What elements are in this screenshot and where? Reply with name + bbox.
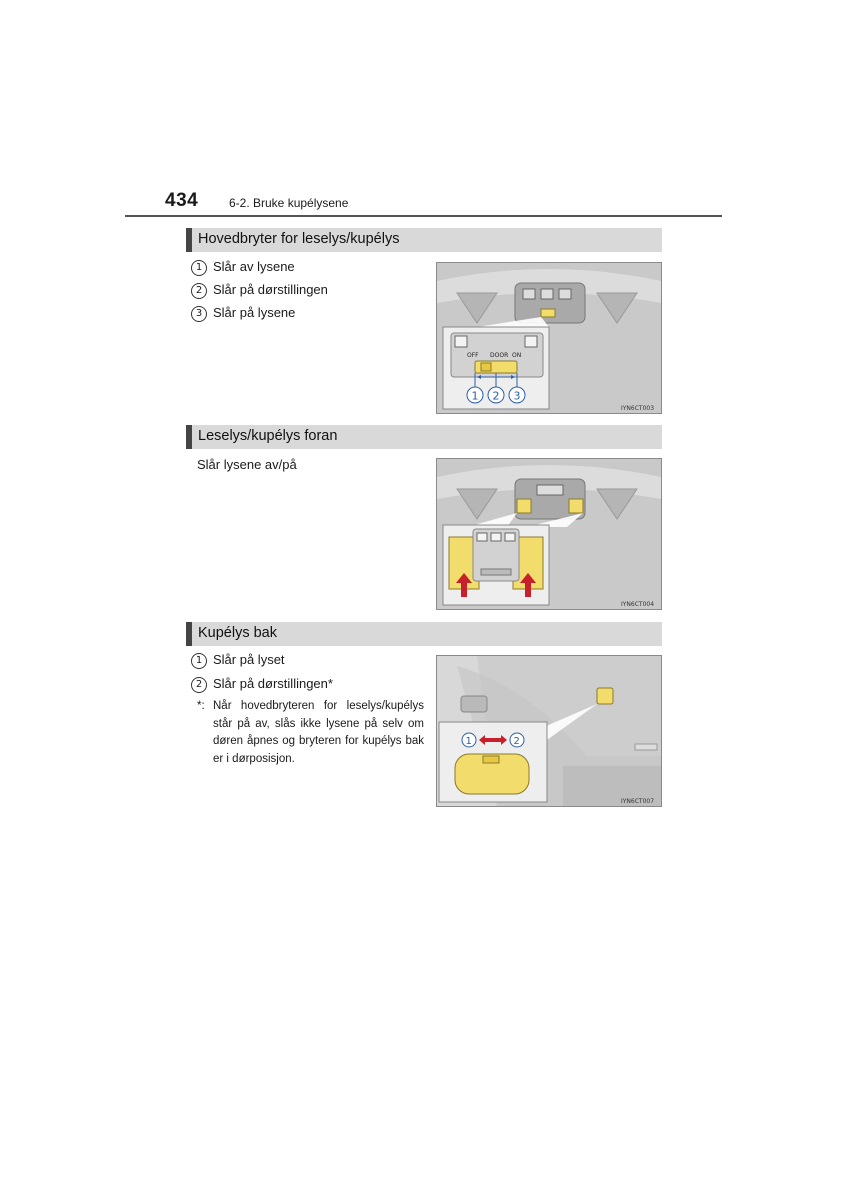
callout-2: 2 [492,389,500,403]
rear-light-illustration [437,656,661,806]
main-switch-illustration [437,263,661,413]
section-heading-front-lights [186,425,662,449]
list-item [191,676,333,696]
list-item-text: Slår av lysene [213,259,295,274]
callout-3: 3 [513,389,521,403]
list-item [191,305,295,325]
body-text: Slår lysene av/på [197,457,297,472]
number-circle: 1 [191,653,207,669]
list-item-text: Slår på lysene [213,305,296,320]
figure-code: IYN6CT003 [621,405,655,412]
figure-main-switch [436,262,662,414]
footnote [197,698,424,768]
figure-code: IYN6CT007 [621,798,655,805]
section-accent [186,425,192,449]
number-circle: 1 [191,260,207,276]
list-item-text: Slår på dørstillingen [213,282,328,297]
number-circle: 3 [191,306,207,322]
page-header [125,188,722,218]
section-title: Hovedbryter for leselys/kupélys [198,231,400,247]
number-circle: 2 [191,283,207,299]
footnote-text: Når hovedbryteren for leselys/kupélys står på av, slås ikke lysene på selv om døren åpnes og bryteren for kupélys bak er i dørposisjon. [213,700,424,765]
list-item [191,259,295,279]
section-title: Kupélys bak [198,625,277,641]
figure-front-lights [436,458,662,610]
callout-1: 1 [471,389,479,403]
list-item [191,652,285,672]
figure-rear-light [436,655,662,807]
front-lights-illustration [437,459,661,609]
list-item-text: Slår på dørstillingen* [213,676,333,691]
switch-label-off: OFF [467,352,479,359]
header-rule [125,215,722,217]
callout-1: 1 [465,736,472,747]
footnote-marker: *: [197,700,205,712]
running-section-title: 6-2. Bruke kupélysene [229,196,349,210]
callout-2: 2 [513,736,520,747]
list-item-text: Slår på lyset [213,652,285,667]
page-number: 434 [165,190,199,211]
section-heading-main-switch [186,228,662,252]
switch-label-door: DOOR [490,352,509,359]
section-accent [186,228,192,252]
figure-code: IYN6CT004 [621,601,655,608]
section-heading-rear-light [186,622,662,646]
list-item [191,282,328,302]
number-circle: 2 [191,677,207,693]
switch-label-on: ON [512,352,522,359]
section-title: Leselys/kupélys foran [198,428,338,444]
section-accent [186,622,192,646]
